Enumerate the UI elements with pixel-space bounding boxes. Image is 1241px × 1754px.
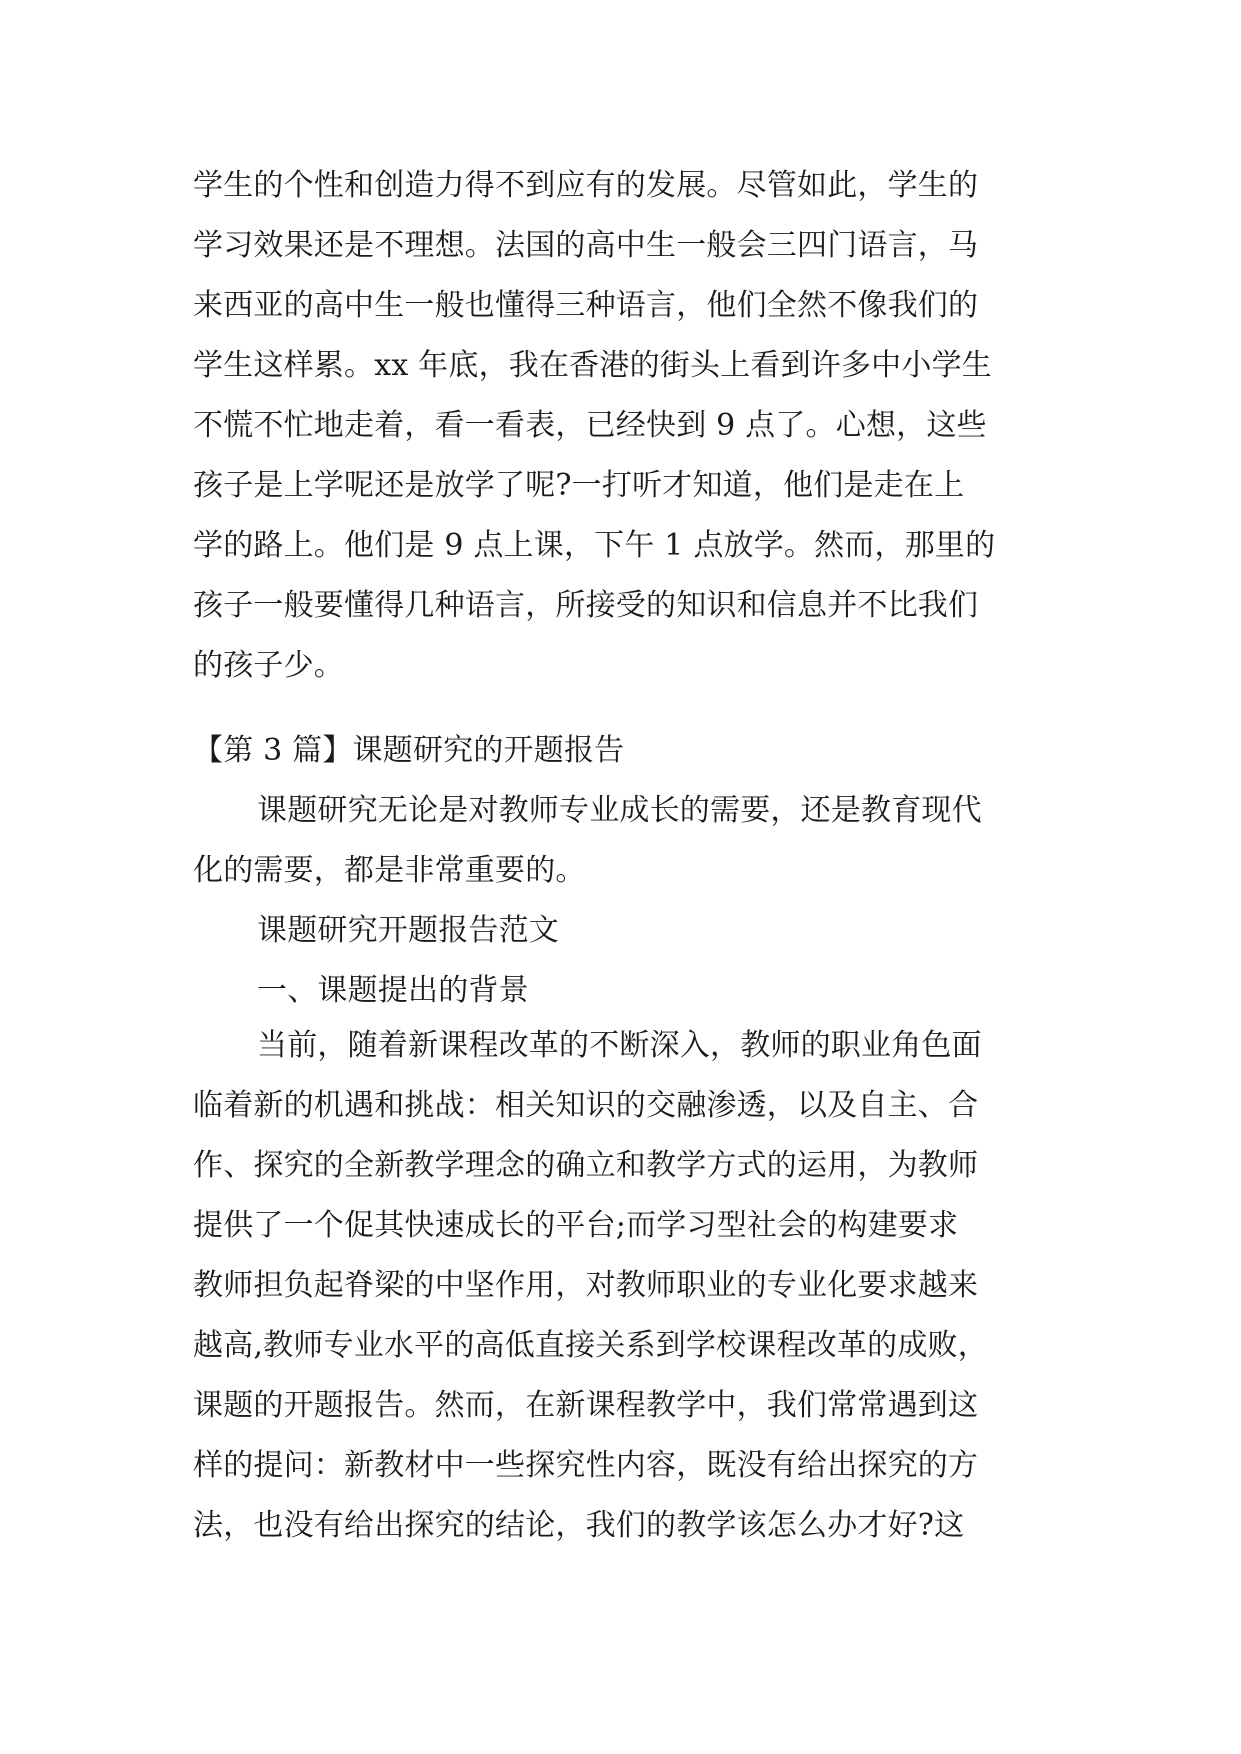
paragraph-block [193, 1016, 1053, 1556]
text-line: 课题研究无论是对教师专业成长的需要，还是教育现代 [257, 793, 982, 828]
text-line: 课题研究开题报告范文 [257, 913, 559, 948]
text-line: 学习效果还是不理想。法国的高中生一般会三四门语言，马 [193, 228, 979, 263]
text-line: 不慌不忙地走着，看一看表，已经快到 9 点了。心想，这些 [193, 408, 987, 443]
text-line: 作、探究的全新教学理念的确立和教学方式的运用，为教师 [193, 1148, 979, 1183]
text-line: 学的路上。他们是 9 点上课，下午 1 点放学。然而，那里的 [193, 528, 996, 563]
text-line: 孩子是上学呢还是放学了呢?一打听才知道，他们是走在上 [193, 468, 965, 503]
text-line: 课题的开题报告。然而，在新课程教学中，我们常常遇到这 [193, 1388, 979, 1423]
paragraph-block [193, 156, 1053, 696]
text-line: 来西亚的高中生一般也懂得三种语言，他们全然不像我们的 [193, 288, 979, 323]
text-line: 的孩子少。 [193, 648, 344, 683]
text-line: 当前，随着新课程改革的不断深入，教师的职业角色面 [257, 1028, 982, 1063]
text-line: 学生的个性和创造力得不到应有的发展。尽管如此，学生的 [193, 168, 979, 203]
text-line: 样的提问：新教材中一些探究性内容，既没有给出探究的方 [193, 1448, 979, 1483]
text-line: 化的需要，都是非常重要的。 [193, 853, 586, 888]
text-line: 学生这样累。xx 年底，我在香港的街头上看到许多中小学生 [193, 348, 992, 383]
section-title: 【第 3 篇】课题研究的开题报告 [193, 733, 625, 768]
text-line: 孩子一般要懂得几种语言，所接受的知识和信息并不比我们 [193, 588, 979, 623]
text-line: 教师担负起脊梁的中坚作用，对教师职业的专业化要求越来 [193, 1268, 979, 1303]
text-line: 临着新的机遇和挑战：相关知识的交融渗透，以及自主、合 [193, 1088, 979, 1123]
text-line: 越高,教师专业水平的高低直接关系到学校课程改革的成败， [193, 1328, 988, 1363]
section-heading-block [193, 721, 1053, 1021]
text-line: 提供了一个促其快速成长的平台;而学习型社会的构建要求 [193, 1208, 959, 1243]
text-line: 一、课题提出的背景 [257, 973, 529, 1008]
text-line: 法，也没有给出探究的结论，我们的教学该怎么办才好?这 [193, 1508, 965, 1543]
